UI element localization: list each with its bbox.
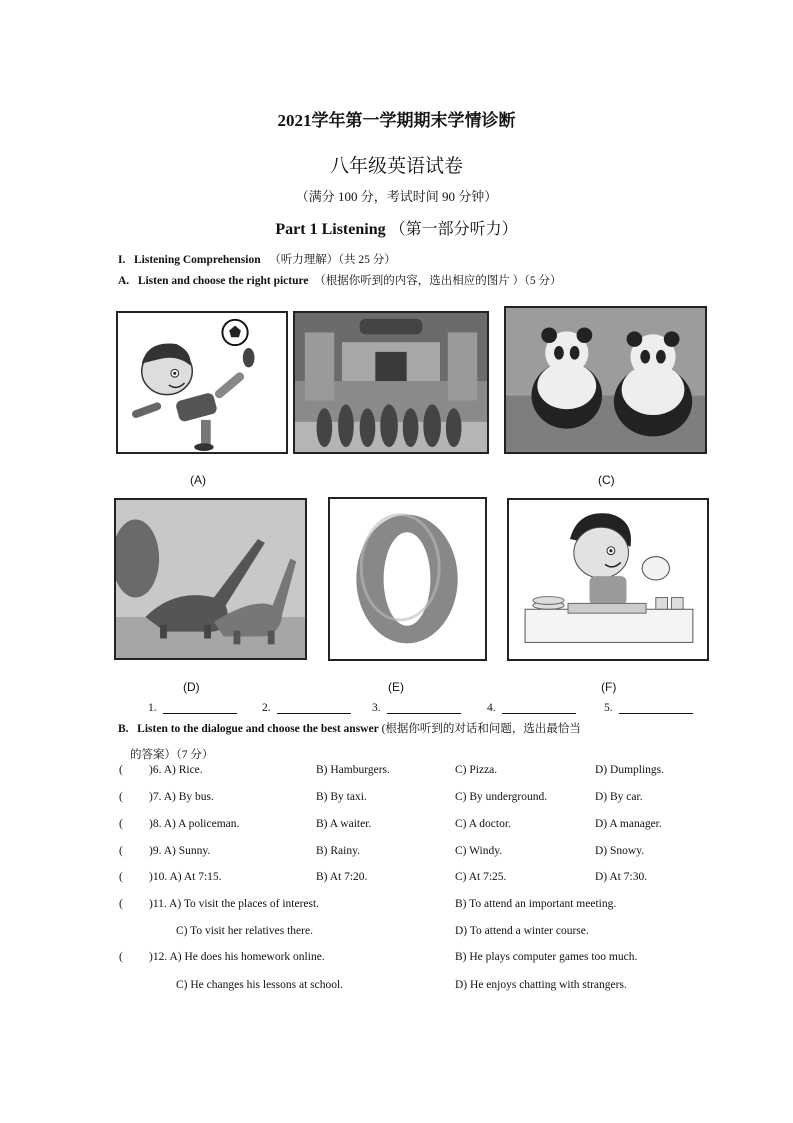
question-10: )10. A) At 7:15. xyxy=(149,871,222,883)
answer-paren: ( xyxy=(119,791,123,803)
section-b-heading-cont: 的答案）（7 分） xyxy=(130,749,214,761)
blank-number: 2. xyxy=(262,702,271,714)
section-i-title-en: Listening Comprehension xyxy=(133,254,261,266)
exam-subtitle: 八年级英语试卷 xyxy=(329,156,463,177)
boy-washing-dishes-icon xyxy=(509,500,707,659)
option-d: D) Snowy. xyxy=(595,845,645,857)
answer-paren: ( xyxy=(119,951,123,963)
boy-soccer-icon xyxy=(118,313,286,452)
question-9: )9. A) Sunny. xyxy=(149,845,211,857)
section-b-title-cn: (根据你听到的对话和问题，选出最恰当 xyxy=(381,723,581,735)
letter-o-icon xyxy=(330,499,485,659)
section-a-title-en: Listen and choose the right picture xyxy=(137,275,309,287)
answer-paren: ( xyxy=(119,845,123,857)
exam-title: 2021学年第一学期期末学情诊断 xyxy=(277,111,516,130)
part-heading-en: Part 1 Listening xyxy=(275,221,386,238)
question-12: )12. A) He does his homework online. xyxy=(149,951,325,963)
answer-line[interactable] xyxy=(277,701,351,714)
question-7: )7. A) By bus. xyxy=(149,791,214,803)
blank-number: 3. xyxy=(372,702,381,714)
option-d: D) A manager. xyxy=(595,818,662,830)
option-c: C) To visit her relatives there. xyxy=(176,925,313,937)
picture-label-f: (F) xyxy=(601,680,617,694)
answer-paren: ( xyxy=(119,898,123,910)
section-a-heading xyxy=(118,272,562,288)
option-b: B) At 7:20. xyxy=(316,871,368,883)
section-i-heading xyxy=(118,251,396,267)
option-c: C) Windy. xyxy=(455,845,503,857)
answer-line[interactable] xyxy=(619,701,693,714)
blank-number: 5. xyxy=(604,702,613,714)
picture-label-d: (D) xyxy=(183,680,200,694)
option-d: D) Dumplings. xyxy=(595,764,664,776)
blank-number: 1. xyxy=(148,702,157,714)
section-a-title-cn: （根据你听到的内容，选出相应的图片 ）（5 分） xyxy=(314,275,562,287)
blank-4[interactable] xyxy=(487,701,576,714)
question-6: )6. A) Rice. xyxy=(149,764,203,776)
blank-number: 4. xyxy=(487,702,496,714)
option-b: B) To attend an important meeting. xyxy=(455,898,617,910)
part-heading-cn: （第一部分听力） xyxy=(389,221,518,238)
picture-f xyxy=(507,498,709,661)
option-d: D) He enjoys chatting with strangers. xyxy=(455,979,627,991)
picture-b xyxy=(293,311,489,454)
picture-a xyxy=(116,311,288,454)
option-b: B) He plays computer games too much. xyxy=(455,951,638,963)
dinosaurs-photo xyxy=(116,500,305,658)
option-c: C) He changes his lessons at school. xyxy=(176,979,344,991)
answer-line[interactable] xyxy=(163,701,237,714)
picture-label-e: (E) xyxy=(388,680,404,694)
picture-c xyxy=(504,306,707,454)
option-d: D) At 7:30. xyxy=(595,871,648,883)
option-d: D) By car. xyxy=(595,791,643,803)
option-c: C) A doctor. xyxy=(455,818,511,830)
option-c: C) At 7:25. xyxy=(455,871,507,883)
answer-paren: ( xyxy=(119,818,123,830)
exam-note: （满分 100 分，考试时间 90 分钟） xyxy=(295,189,498,204)
option-c: C) Pizza. xyxy=(455,764,498,776)
section-a-num: A. xyxy=(118,275,130,287)
section-b-num: B. xyxy=(118,723,129,735)
blank-1[interactable] xyxy=(148,701,237,714)
question-8: )8. A) A policeman. xyxy=(149,818,240,830)
blank-2[interactable] xyxy=(262,701,351,714)
picture-d xyxy=(114,498,307,660)
theme-park-photo xyxy=(295,313,487,452)
section-b-title-en: Listen to the dialogue and choose the best answer xyxy=(137,723,379,735)
answer-line[interactable] xyxy=(502,701,576,714)
option-b: B) Hamburgers. xyxy=(316,764,390,776)
part-heading xyxy=(0,216,793,239)
answer-line[interactable] xyxy=(387,701,461,714)
answer-paren: ( xyxy=(119,764,123,776)
option-b: B) Rainy. xyxy=(316,845,360,857)
answer-paren: ( xyxy=(119,871,123,883)
section-i-title-cn: （听力理解）（共 25 分） xyxy=(269,254,396,266)
section-b-heading xyxy=(118,720,581,736)
section-i-num: I. xyxy=(118,254,126,266)
picture-e xyxy=(328,497,487,661)
picture-label-c: (C) xyxy=(598,473,615,487)
option-c: C) By underground. xyxy=(455,791,548,803)
option-b: B) By taxi. xyxy=(316,791,367,803)
picture-label-a: (A) xyxy=(190,473,206,487)
question-11: )11. A) To visit the places of interest. xyxy=(149,898,320,910)
option-b: B) A waiter. xyxy=(316,818,372,830)
option-d: D) To attend a winter course. xyxy=(455,925,589,937)
blank-3[interactable] xyxy=(372,701,461,714)
pandas-photo xyxy=(506,308,705,452)
blank-5[interactable] xyxy=(604,701,693,714)
